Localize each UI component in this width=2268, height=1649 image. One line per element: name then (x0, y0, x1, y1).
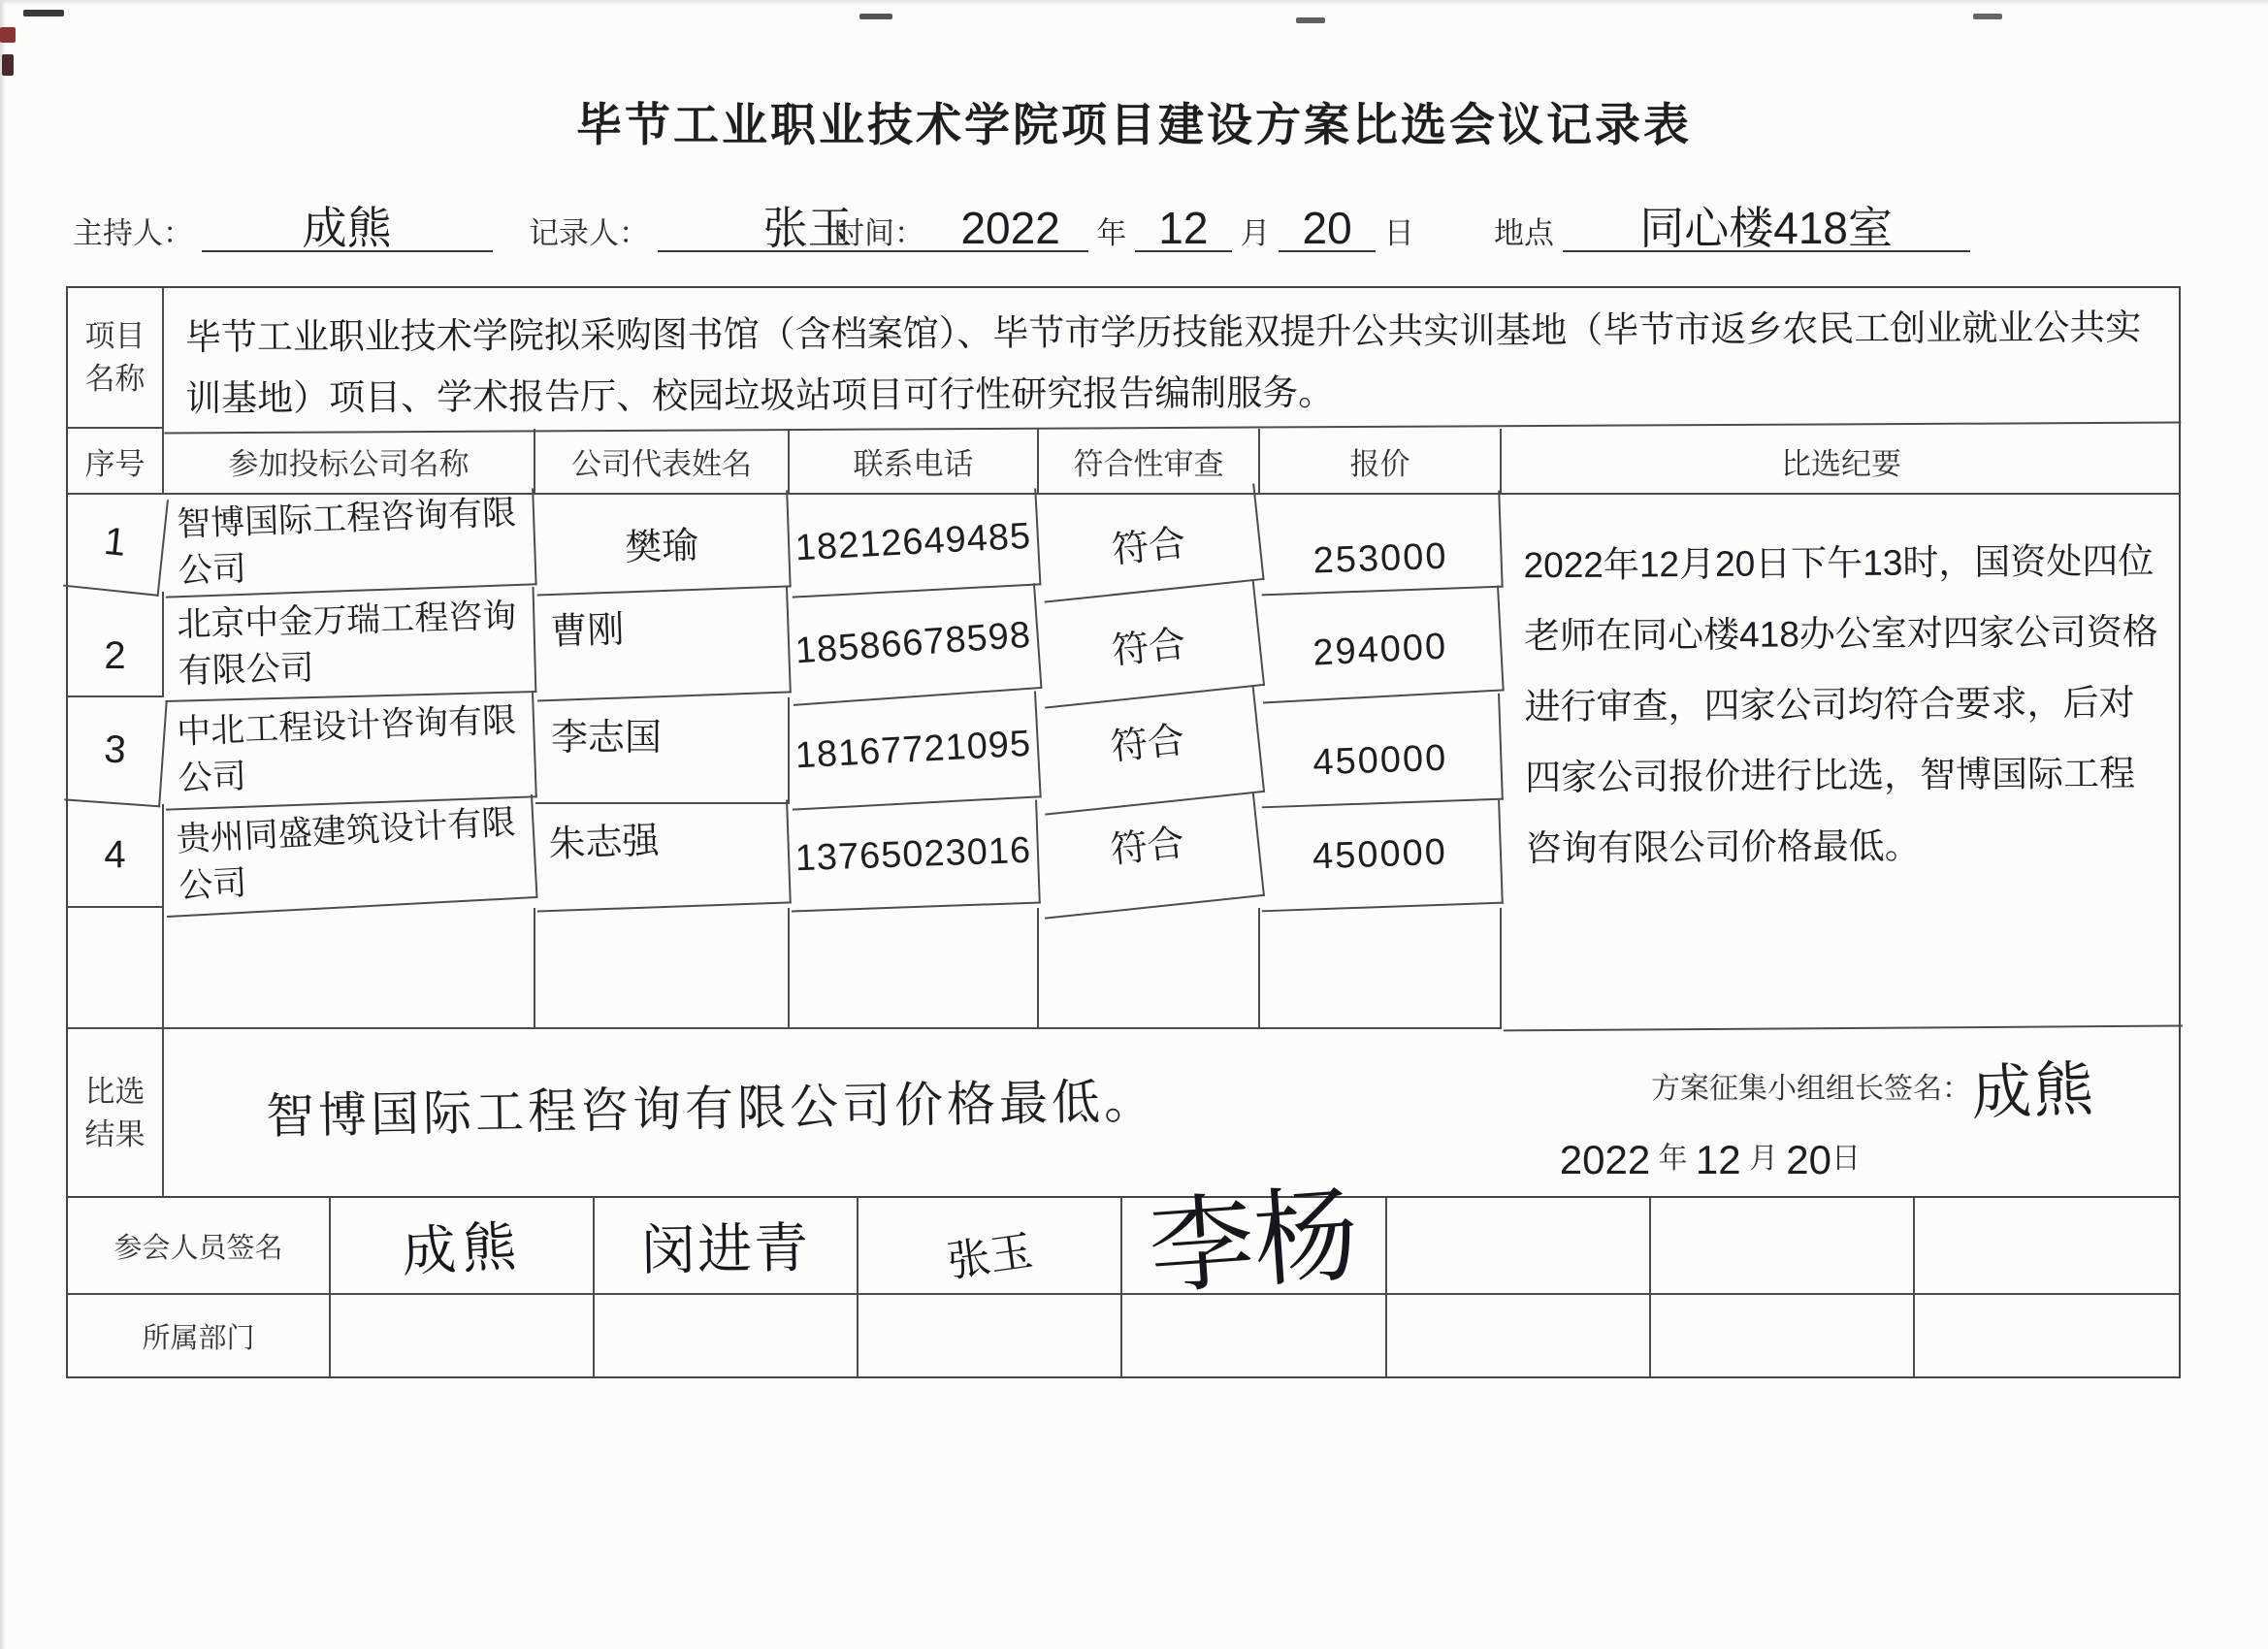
row-phone (790, 908, 1039, 1029)
result-date-day-unit: 日 (1831, 1143, 1861, 1175)
host-value: 成熊 (302, 203, 392, 253)
row-price: 450000 (1258, 800, 1504, 913)
result-value: 智博国际工程咨询有限公司价格最低。 (265, 1073, 1157, 1145)
scan-edge-shade-left (0, 0, 6, 1649)
row-price: 253000 (1258, 491, 1503, 597)
recorder-label: 记录人： (529, 216, 649, 250)
row-phone: 18167721095 (787, 691, 1041, 810)
row-price (1260, 908, 1502, 1029)
row-review: 符合 (1034, 580, 1265, 708)
host-label: 主持人： (73, 216, 193, 250)
result-date-month-unit: 月 (1748, 1143, 1778, 1175)
day-unit: 日 (1383, 216, 1414, 250)
row-review: 符合 (1034, 792, 1265, 919)
result-date-year: 2022 (1559, 1137, 1651, 1182)
row-company: 中北工程设计咨询有限公司 (162, 691, 537, 810)
row-phone: 18212649485 (788, 488, 1042, 598)
location-underline (1563, 203, 1970, 253)
row-rep (535, 908, 790, 1029)
row-rep: 曹刚 (534, 587, 792, 701)
row-review: 符合 (1034, 686, 1265, 815)
attendees-table (66, 1175, 2181, 1378)
row-review (1039, 908, 1260, 1029)
result-date (1560, 1134, 1861, 1183)
attendee-signature: 张玉 (944, 1227, 1036, 1286)
meta-location (1494, 203, 1970, 253)
header-review: 符合性审查 (1039, 429, 1260, 495)
meta-time (834, 203, 1414, 253)
minutes-cell: 2022年12月20日下午13时，国资处四位老师在同心楼418办公室对四家公司资格进行审查，四家公司均符合要求，后对四家公司报价进行比选，智博国际工程咨询有限公司价格最低。 (1500, 493, 2183, 1032)
row-no: 2 (68, 592, 164, 697)
month-unit: 月 (1240, 216, 1271, 250)
time-label: 时间： (834, 216, 924, 250)
time-day-underline (1279, 203, 1376, 253)
attendee-signature: 闵进青 (640, 1216, 811, 1281)
row-phone: 13765023016 (788, 800, 1041, 913)
row-no: 1 (63, 490, 169, 597)
row-review: 符合 (1034, 483, 1264, 602)
attendee-dept-cell (1915, 1295, 2179, 1376)
year-unit: 年 (1096, 216, 1127, 250)
form-title: 毕节工业职业技术学院项目建设方案比选会议记录表 (576, 99, 1692, 150)
time-year: 2022 (960, 203, 1060, 253)
row-phone: 18586678598 (787, 583, 1043, 706)
leader-sign-line (1651, 1043, 2095, 1129)
attendee-signature-cell (331, 1198, 595, 1295)
row-rep: 樊瑜 (534, 490, 791, 596)
attendee-signature: 李杨 (1146, 1175, 1364, 1307)
row-no: 3 (64, 695, 167, 808)
header-price: 报价 (1260, 429, 1502, 495)
row-company: 北京中金万瑞工程咨询有限公司 (163, 587, 537, 702)
leader-signature: 成熊 (1970, 1055, 2097, 1128)
scan-artifact (1296, 17, 1325, 23)
scan-artifact (2, 54, 14, 76)
header-minutes: 比选纪要 (1502, 429, 2181, 495)
row-company: 智博国际工程咨询有限公司 (162, 488, 536, 598)
attendee-signature-cell (1651, 1198, 1915, 1295)
row-price: 294000 (1257, 586, 1504, 704)
attendee-dept-cell (331, 1295, 595, 1376)
row-company (164, 908, 535, 1029)
result-date-month: 12 (1695, 1137, 1741, 1182)
row-no (68, 908, 164, 1029)
attendee-signature-cell (1915, 1198, 2179, 1295)
scan-edge-shade-top (0, 0, 2268, 5)
attendee-signature-cell (859, 1198, 1122, 1295)
time-month: 12 (1158, 203, 1209, 253)
attendee-dept-cell (1651, 1295, 1915, 1376)
header-rep: 公司代表姓名 (535, 429, 790, 495)
project-value-cell: 毕节工业职业技术学院拟采购图书馆（含档案馆）、毕节市学历技能双提升公共实训基地（毕节市返乡农民工创业就业公共实训基地）项目、学术报告厅、校园垃圾站项目可行性研究报告编制服务。 (164, 283, 2182, 435)
time-month-underline (1135, 203, 1232, 253)
row-price: 450000 (1258, 694, 1504, 809)
time-day: 20 (1302, 203, 1352, 253)
attendees-dept-label: 所属部门 (68, 1295, 331, 1376)
header-phone: 联系电话 (790, 429, 1039, 495)
result-label-cell: 比选结果 (68, 1029, 164, 1198)
location-value: 同心楼418室 (1639, 203, 1893, 253)
result-date-day: 20 (1786, 1137, 1831, 1182)
scan-artifact (0, 27, 16, 43)
main-table (66, 286, 2181, 1198)
attendee-dept-cell (1387, 1295, 1651, 1376)
row-rep: 朱志强 (534, 799, 792, 912)
host-underline (202, 203, 493, 253)
attendee-signature-cell (1122, 1175, 1386, 1307)
header-no: 序号 (68, 429, 164, 495)
attendee-dept-cell (1122, 1295, 1386, 1376)
recorder-value: 张玉 (762, 203, 853, 253)
attendee-signature: 成熊 (400, 1214, 524, 1283)
scan-artifact (1973, 14, 2002, 19)
row-no: 4 (68, 804, 164, 908)
leader-sign-label: 方案征集小组组长签名： (1650, 1073, 1971, 1105)
row-rep: 李志国 (535, 697, 790, 804)
meta-host (73, 203, 493, 253)
attendees-sign-label: 参会人员签名 (68, 1198, 331, 1295)
attendee-signature-cell (1387, 1198, 1651, 1295)
attendee-dept-cell (595, 1295, 859, 1376)
project-label-cell: 项目名称 (68, 288, 164, 429)
header-company: 参加投标公司名称 (164, 429, 535, 495)
scan-artifact (859, 14, 892, 19)
time-year-underline (933, 203, 1088, 253)
scan-artifact (23, 10, 64, 16)
row-company: 贵州同盛建筑设计有限公司 (161, 794, 537, 918)
attendee-signature-cell (595, 1198, 859, 1295)
result-date-year-unit: 年 (1658, 1143, 1688, 1175)
attendee-dept-cell (859, 1295, 1122, 1376)
location-label: 地点 (1494, 216, 1554, 250)
